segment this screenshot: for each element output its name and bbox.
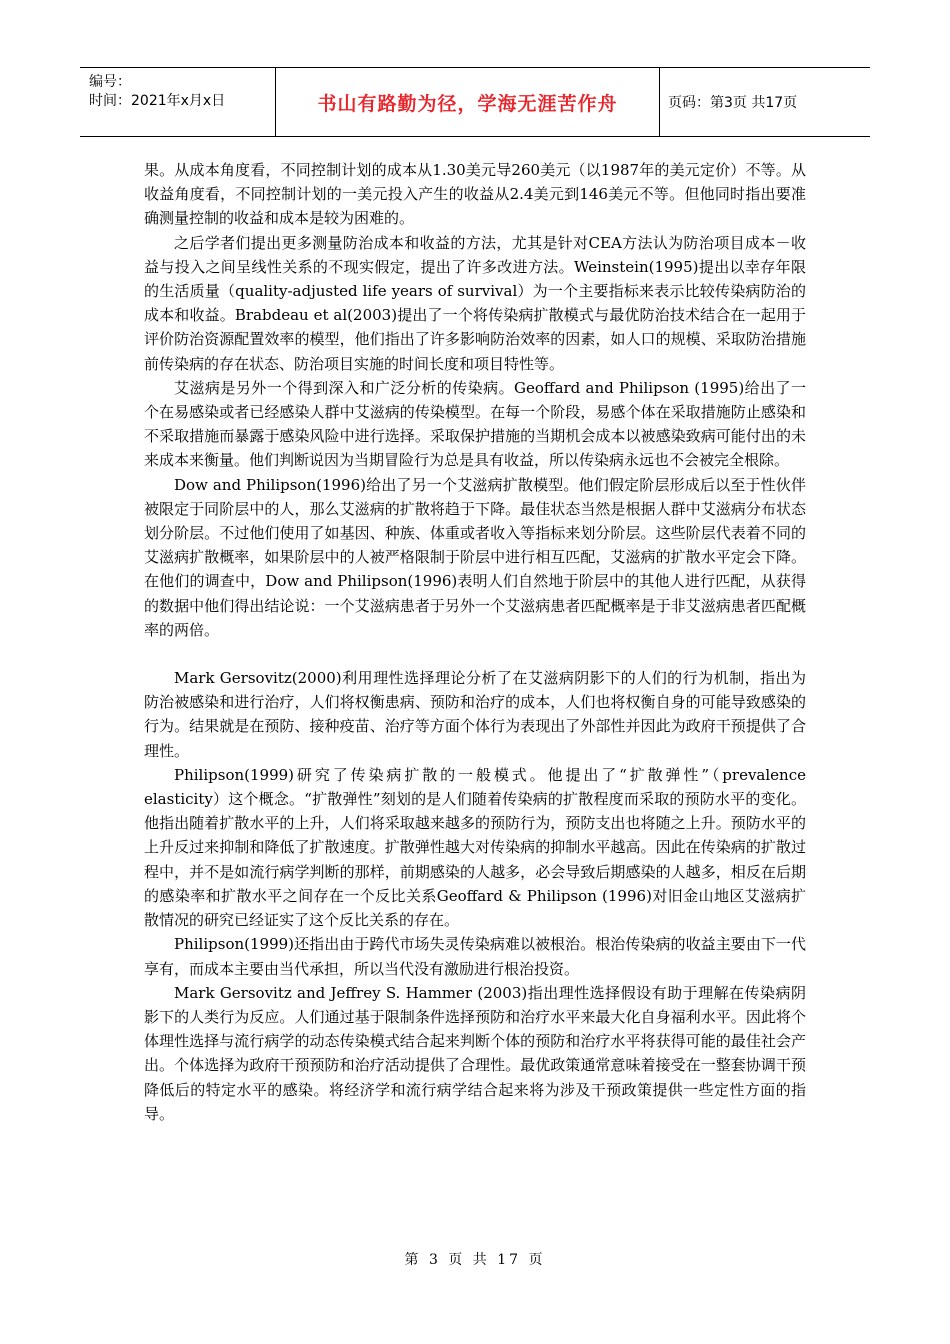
paragraph: 艾滋病是另外一个得到深入和广泛分析的传染病。Geoffard and Philipson (1995)给出了一个在易感染或者已经感染人群中艾滋病的传染模型。在每一个阶段，易感个体在采取措施防止感染和不采取措施而暴露于感染风险中进行选择。采取保护措施的当期机会成本以被感染致病可能付出的未来成本来衡量。他们判断说因为当期冒险行为总是具有收益，所以传染病永远也不会被完全根除。 [144, 378, 806, 470]
paragraph: Philipson(1999)还指出由于跨代市场失灵传染病难以被根治。根治传染病的收益主要由下一代享有，而成本主要由当代承担，所以当代没有激励进行根治投资。 [144, 935, 806, 978]
page-footer: 第 3 页 共 17 页 [404, 1252, 546, 1268]
document-header [80, 67, 870, 137]
header-motto: 书山有路勤为径，学海无涯苦作舟 [276, 68, 660, 136]
paragraph: Philipson(1999)研究了传染病扩散的一般模式。他提出了“扩散弹性”（prevalence elasticity）这个概念。“扩散弹性”刻划的是人们随着传染病的扩散程度而采取的预防水平的变化。他指出随着扩散水平的上升，人们将采取越来越多的预防行为，预防支出也将随之上升。预防水平的上升反过来抑制和降低了扩散速度。扩散弹性越大对传染病的抑制水平越高。因此在传染病的扩散过程中，并不是如流行病学判断的那样，前期感染的人越多，必会导致后期感染的人越多，相反在后期的感染率和扩散水平之间存在一个反比关系Geoffard & Philipson (1996)对旧金山地区艾滋病扩散情况的研究已经证实了这个反比关系的存在。 [144, 765, 806, 930]
paragraph: Dow and Philipson(1996)给出了另一个艾滋病扩散模型。他们假定阶层形成后以至于性伙伴被限定于同阶层中的人，那么艾滋病的扩散将趋于下降。最佳状态当然是根据人群中艾滋病分布状态划分阶层。不过他们使用了如基因、种族、体重或者收入等指标来划分阶层。这些阶层代表着不同的艾滋病扩散概率，如果阶层中的人被严格限制于阶层中进行相互匹配，艾滋病的扩散水平定会下降。在他们的调查中，Dow and Philipson(1996)表明人们自然地于阶层中的其他人进行匹配，从获得的数据中他们得出结论说：一个艾滋病患者于另外一个艾滋病患者匹配概率是于非艾滋病患者匹配概率的两倍。 [144, 475, 806, 639]
paragraph: 之后学者们提出更多测量防治成本和收益的方法，尤其是针对CEA方法认为防治项目成本－收益与投入之间呈线性关系的不现实假定，提出了许多改进方法。Weinstein(1995)提出以幸存年限的生活质量（quality-adjusted life years of survival）为一个主要指标来表示比较传染病防治的成本和收益。Brabdeau et al(2003)提出了一个将传染病扩散模式与最优防治技术结合在一起用于评价防治资源配置效率的模型，他们指出了许多影响防治效率的因素，如人口的规模、采取防治措施前传染病的存在状态、防治项目实施的时间长度和项目特性等。 [144, 233, 806, 373]
blank-line [144, 642, 806, 666]
header-page-number: 页码：第3页 共17页 [668, 95, 798, 111]
paragraph: Mark Gersovitz and Jeffrey S. Hammer (2003)指出理性选择假设有助于理解在传染病阴影下的人类行为反应。人们通过基于限制条件选择预防和治疗水平来最大化自身福利水平。因此将个体理性选择与流行病学的动态传染模式结合起来判断个体的预防和治疗水平将获得可能的最佳社会产出。个体选择为政府干预预防和治疗活动提供了合理性。最优政策通常意味着接受在一整套协调干预降低后的特定水平的感染。将经济学和流行病学结合起来将为涉及干预政策提供一些定性方面的指导。 [144, 983, 806, 1123]
paragraph: Mark Gersovitz(2000)利用理性选择理论分析了在艾滋病阴影下的人们的行为机制，指出为防治被感染和进行治疗，人们将权衡患病、预防和治疗的成本，人们也将权衡自身的可能导致感染的行为。结果就是在预防、接种疫苗、治疗等方面个体行为表现出了外部性并因此为政府干预提供了合理性。 [144, 669, 806, 760]
document-time-label: 时间：2021年x月x日 [89, 93, 226, 109]
header-meta [80, 68, 276, 136]
document-number-label: 编号： [89, 74, 131, 90]
document-body [144, 158, 806, 1126]
paragraph: 果。从成本角度看，不同控制计划的成本从1.30美元导260美元（以1987年的美元定价）不等。从收益角度看，不同控制计划的一美元投入产生的收益从2.4美元到146美元不等。但他同时指出要准确测量控制的收益和成本是较为困难的。 [144, 161, 806, 228]
